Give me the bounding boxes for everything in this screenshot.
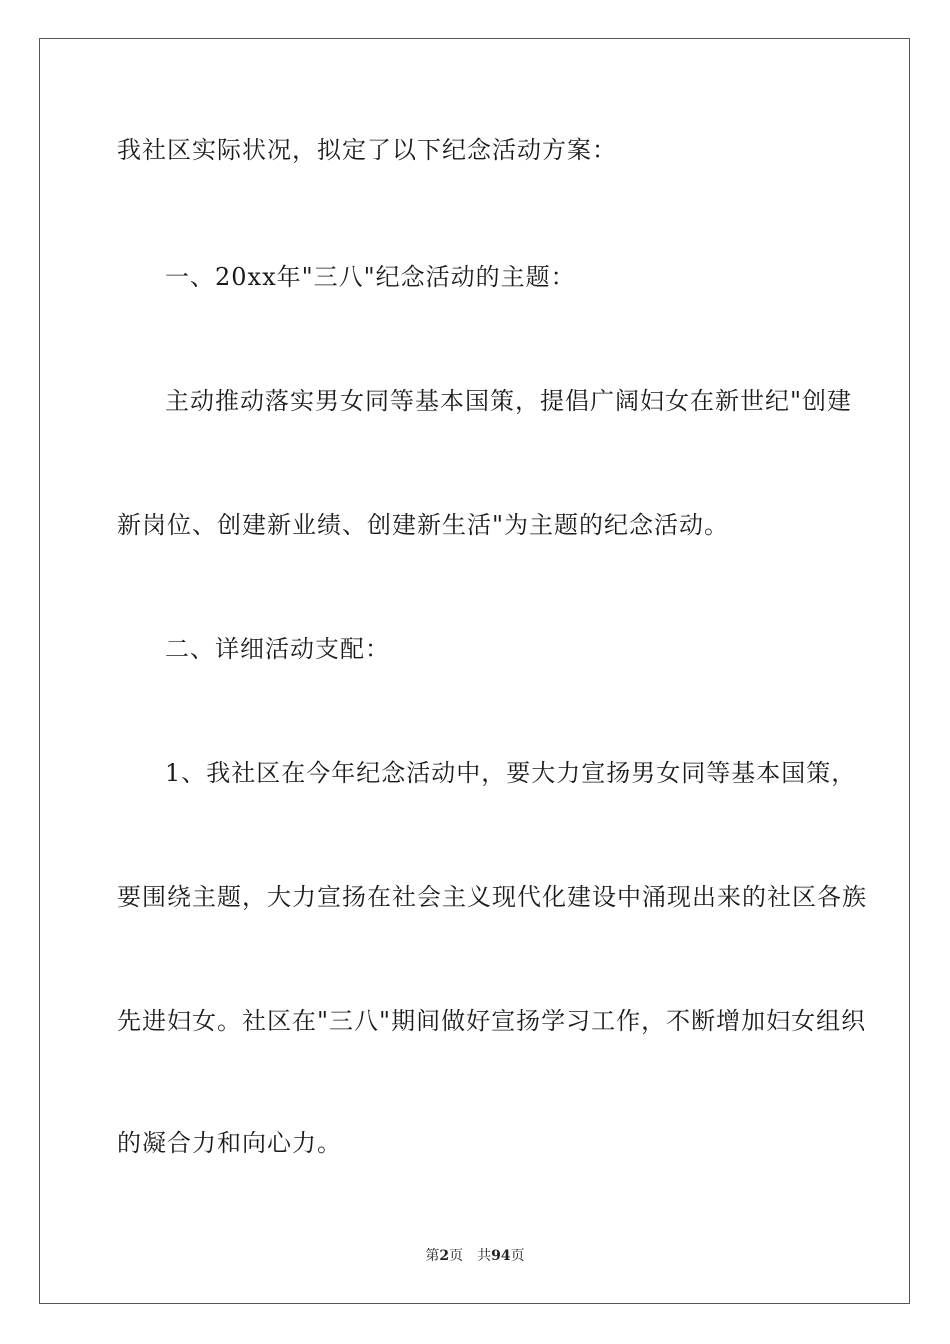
section-heading-2: 二、详细活动支配：	[165, 635, 390, 663]
page-prefix: 第	[425, 1248, 440, 1264]
paragraph-line-7: 要围绕主题，大力宣扬在社会主义现代化建设中涌现出来的社区各族	[117, 883, 867, 911]
paragraph-line-3: 主动推动落实男女同等基本国策，提倡广阔妇女在新世纪"创建	[165, 387, 853, 415]
page-footer	[0, 1246, 950, 1266]
paragraph-line-1: 我社区实际状况，拟定了以下纪念活动方案：	[117, 136, 617, 164]
page-suffix: 页	[449, 1248, 464, 1264]
paragraph-line-6: 1、我社区在今年纪念活动中，要大力宣扬男女同等基本国策，	[165, 759, 857, 787]
paragraph-line-4: 新岗位、创建新业绩、创建新生活"为主题的纪念活动。	[117, 511, 730, 539]
page-number: 2	[439, 1248, 450, 1264]
paragraph-line-9: 的凝合力和向心力。	[117, 1129, 342, 1157]
total-suffix: 页	[510, 1248, 525, 1264]
total-prefix: 共	[477, 1248, 492, 1264]
paragraph-line-8: 先进妇女。社区在"三八"期间做好宣扬学习工作，不断增加妇女组织	[117, 1007, 867, 1035]
section-heading-1: 一、20xx年"三八"纪念活动的主题：	[165, 263, 576, 291]
page-border	[39, 38, 910, 1304]
total-pages: 94	[491, 1248, 511, 1264]
